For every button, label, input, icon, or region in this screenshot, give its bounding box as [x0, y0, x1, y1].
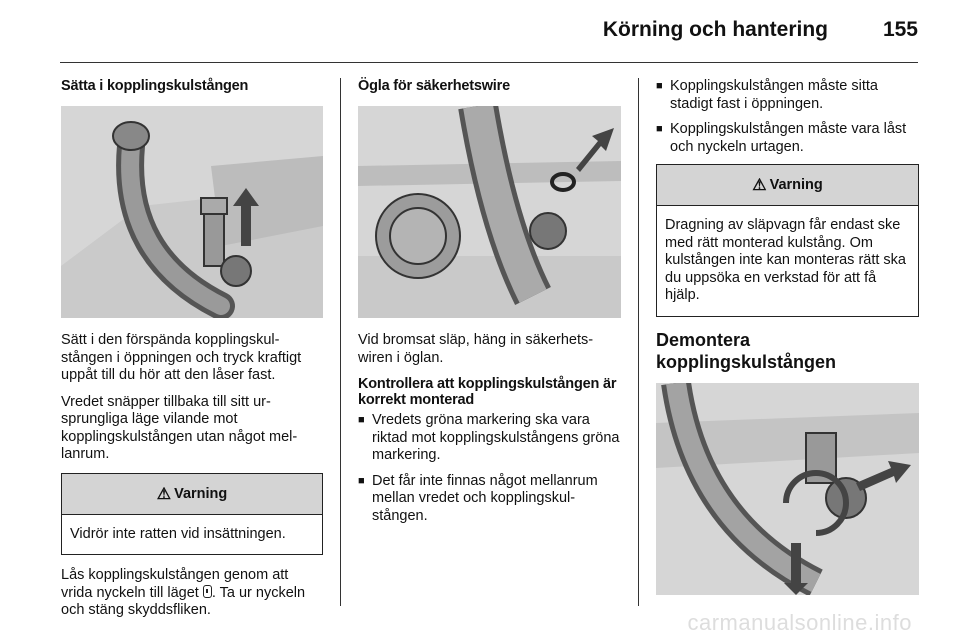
safety-wire-heading: Ögla för säkerhetswire: [358, 78, 510, 94]
warning-title: Varning: [769, 177, 823, 193]
bullet-icon: ■: [358, 414, 365, 426]
warning-text: Vidrör inte ratten vid insättningen.: [70, 525, 286, 542]
column-2: [358, 78, 621, 533]
column-1: [61, 78, 323, 629]
insert-instruction: Sätt i den förspända kopplingskul-stången i öppningen och tryck kraftigt uppåt till du hör att den låser fast.: [61, 332, 302, 383]
warning-header: [62, 474, 322, 515]
lock-position-icon: [203, 585, 212, 598]
column-divider: [638, 78, 639, 606]
remove-heading: Demontera kopplingskulstången: [656, 329, 837, 372]
check-mounting-heading: Kontrollera att kopplingskulstången är korrekt monterad: [358, 376, 617, 408]
list-item: ■ Det får inte finnas något mellanrum mellan vredet och kopplingskul-stången.: [358, 472, 598, 524]
safety-wire-illustration: [358, 106, 621, 318]
warning-box: [61, 473, 323, 556]
insert-heading: Sätta i kopplingskulstången: [61, 78, 249, 94]
warning-icon: ⚠: [156, 485, 172, 503]
bullet-icon: ■: [656, 80, 663, 92]
page-number: 155: [882, 18, 918, 41]
warning-title: Varning: [174, 485, 228, 502]
lock-instruction: Lås kopplingskulstången genom att vrida nyckeln till läget . Ta ur nyckeln och stäng skyddsfliken.: [61, 567, 306, 618]
list-item: ■ Kopplingskulstången måste sitta stadigt fast i öppningen.: [656, 78, 878, 112]
column-divider: [340, 78, 341, 606]
towbar-illustration: [61, 106, 323, 318]
remove-towbar-illustration: [656, 383, 919, 595]
chapter-title: Körning och hantering: [602, 18, 828, 41]
warning-box: [656, 164, 919, 317]
figure-safety-wire-loop: [358, 106, 621, 318]
column-3: [656, 78, 919, 595]
safety-wire-instruction: Vid bromsat släp, häng in säkerhets-wiren i öglan.: [358, 332, 594, 366]
watermark: carmanualsonline.info: [687, 610, 912, 635]
warning-header: [657, 165, 918, 206]
list-item: ■ Vredets gröna markering ska vara riktad mot kopplingskulstångens gröna markering.: [358, 412, 620, 463]
requirements-list: [656, 78, 919, 156]
figure-insert-towbar: [61, 106, 323, 318]
list-item: ■ Kopplingskulstången måste vara låst och nyckeln urtagen.: [656, 121, 907, 155]
figure-remove-towbar: [656, 383, 919, 595]
page-header: [60, 0, 918, 63]
knob-description: Vredet snäpper tillbaka till sitt ur-sprungliga läge vilande mot kopplingskulstången utan något mel-lanrum.: [61, 393, 298, 462]
bullet-icon: ■: [656, 123, 663, 135]
warning-text: Dragning av släpvagn får endast ske med rätt monterad kulstång. Om kulstången inte kan monteras rätt ska du uppsöka en verkstad för att få hjälp.: [665, 217, 906, 303]
check-list: [358, 412, 621, 525]
warning-icon: ⚠: [752, 177, 767, 194]
bullet-icon: ■: [358, 474, 365, 487]
